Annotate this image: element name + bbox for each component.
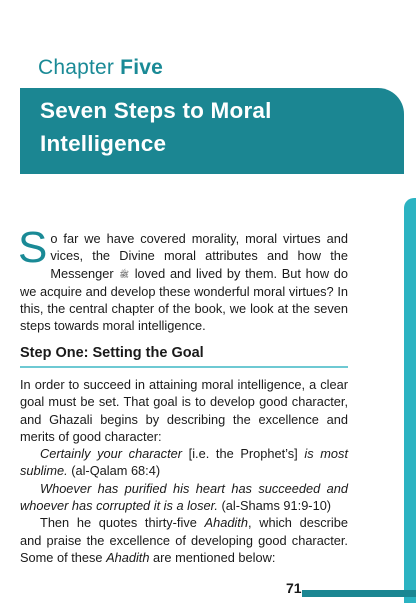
quote-al-qalam xyxy=(20,445,348,480)
step-one-body xyxy=(20,376,348,566)
page-number: 71 xyxy=(286,580,302,596)
chapter-prefix: Chapter xyxy=(38,56,115,79)
quote-1-plain-a: [i.e. the Prophet’s] xyxy=(182,446,305,462)
heading-divider xyxy=(20,366,348,368)
chapter-title-line-1: Seven Steps to Moral xyxy=(40,98,272,123)
footer-accent-bar xyxy=(302,590,416,597)
intro-text-part-1: o far we have covered morality, moral virtues and vices, the Divine moral attributes and how the Messenger xyxy=(50,231,348,281)
chapter-number: Five xyxy=(120,56,163,79)
quote-1-italic-b: is most sublime. xyxy=(20,446,349,479)
para-2-italic-a: Ahadith xyxy=(204,515,248,531)
step-one-paragraph-1: In order to succeed in attaining moral intelligence, a clear goal must be set. That goal is to develop good character, and Ghazali begins by describing the excellence and merits of good character: xyxy=(20,377,348,444)
para-2-part-a: Then he quotes thirty-five xyxy=(40,515,205,531)
quote-2-italic: Whoever has purified his heart has succeeded and whoever has corrupted it is a loser. xyxy=(20,480,348,514)
step-one-paragraph-2 xyxy=(20,514,348,566)
para-2-part-b: , which describe and praise the excellence of developing good character. Some of these xyxy=(20,515,348,565)
chapter-title-line-2: Intelligence xyxy=(40,131,167,156)
quote-1-italic-a: Certainly your character xyxy=(40,446,183,462)
para-2-italic-b: Ahadith xyxy=(106,549,150,565)
peace-be-upon-him-seal-icon: ﷺ xyxy=(119,269,130,279)
chapter-title-banner xyxy=(20,88,404,174)
drop-cap: S xyxy=(18,223,48,272)
para-2-part-c: are mentioned below: xyxy=(149,549,276,565)
quote-al-shams xyxy=(20,480,348,515)
step-one-heading: Step One: Setting the Goal xyxy=(20,345,204,361)
chapter-label xyxy=(38,56,163,80)
quote-2-citation: (al-Shams 91:9-10) xyxy=(217,498,332,514)
side-thumb-tab xyxy=(404,198,416,603)
intro-text-part-2: loved and lived by them. But how do we acquire and develop these wonderful moral virtues? In this, the central chapter of the book, we look at the seven steps towards moral intelligence. xyxy=(20,265,349,334)
intro-paragraph xyxy=(18,223,349,335)
quote-1-citation: (al-Qalam 68:4) xyxy=(67,463,161,479)
